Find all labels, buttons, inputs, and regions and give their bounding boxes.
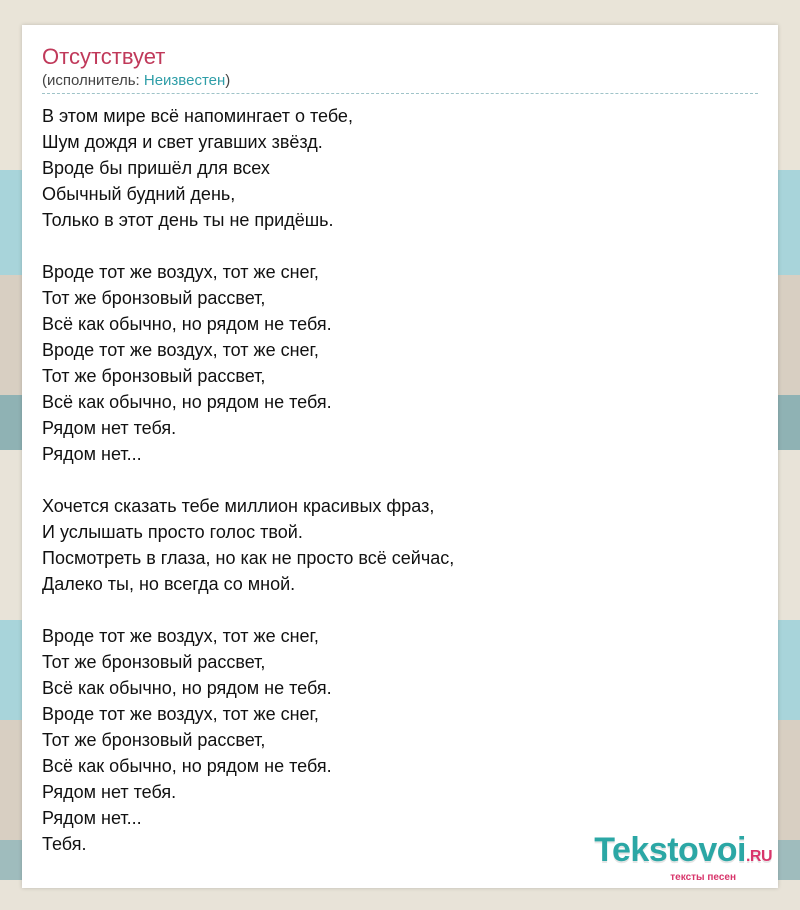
lyric-line: Вроде тот же воздух, тот же снег, bbox=[42, 704, 319, 724]
lyric-line: В этом мире всё напомингает о тебе, bbox=[42, 106, 353, 126]
dashed-divider bbox=[42, 93, 758, 94]
logo-domain: .RU bbox=[745, 848, 772, 865]
lyric-line: Вроде бы пришёл для всех bbox=[42, 158, 270, 178]
song-title: Отсутствует bbox=[42, 44, 166, 69]
lyric-line: Далеко ты, но всегда со мной. bbox=[42, 574, 296, 594]
lyric-line: Рядом нет тебя. bbox=[42, 418, 177, 438]
lyric-line: Всё как обычно, но рядом не тебя. bbox=[42, 678, 332, 698]
lyric-line: Рядом нет тебя. bbox=[42, 782, 177, 802]
artist-link[interactable]: Неизвестен bbox=[143, 72, 226, 89]
lyric-line: Всё как обычно, но рядом не тебя. bbox=[42, 314, 332, 334]
site-logo[interactable] bbox=[594, 833, 772, 884]
lyric-line: Рядом нет... bbox=[42, 444, 142, 464]
lyrics-card bbox=[22, 25, 778, 888]
logo-text: Tekstovoi bbox=[594, 831, 746, 869]
lyric-line: Тот же бронзовый рассвет, bbox=[42, 730, 266, 750]
stanza-gap bbox=[42, 597, 758, 623]
artist-line bbox=[42, 72, 230, 90]
lyric-line: И услышать просто голос твой. bbox=[42, 522, 303, 542]
logo-tagline: тексты песен bbox=[670, 872, 736, 883]
lyric-line: Только в этот день ты не придёшь. bbox=[42, 210, 334, 230]
stanza-gap bbox=[42, 467, 758, 493]
lyric-line: Обычный будний день, bbox=[42, 184, 236, 204]
lyrics-body bbox=[42, 103, 758, 857]
lyric-line: Тот же бронзовый рассвет, bbox=[42, 288, 266, 308]
lyric-line: Вроде тот же воздух, тот же снег, bbox=[42, 262, 319, 282]
artist-suffix: ) bbox=[225, 72, 231, 89]
stanza-gap bbox=[42, 233, 758, 259]
lyric-line: Тебя. bbox=[42, 834, 87, 854]
lyric-line: Тот же бронзовый рассвет, bbox=[42, 652, 266, 672]
lyric-line: Вроде тот же воздух, тот же снег, bbox=[42, 340, 319, 360]
lyric-line: Посмотреть в глаза, но как не просто всё сейчас, bbox=[42, 548, 455, 568]
lyric-line: Шум дождя и свет угавших звёзд. bbox=[42, 132, 323, 152]
lyric-line: Всё как обычно, но рядом не тебя. bbox=[42, 392, 332, 412]
lyric-line: Тот же бронзовый рассвет, bbox=[42, 366, 266, 386]
lyric-line: Всё как обычно, но рядом не тебя. bbox=[42, 756, 332, 776]
lyric-line: Вроде тот же воздух, тот же снег, bbox=[42, 626, 319, 646]
artist-prefix: (исполнитель: bbox=[42, 72, 144, 89]
lyric-line: Рядом нет... bbox=[42, 808, 142, 828]
lyric-line: Хочется сказать тебе миллион красивых фраз, bbox=[42, 496, 435, 516]
